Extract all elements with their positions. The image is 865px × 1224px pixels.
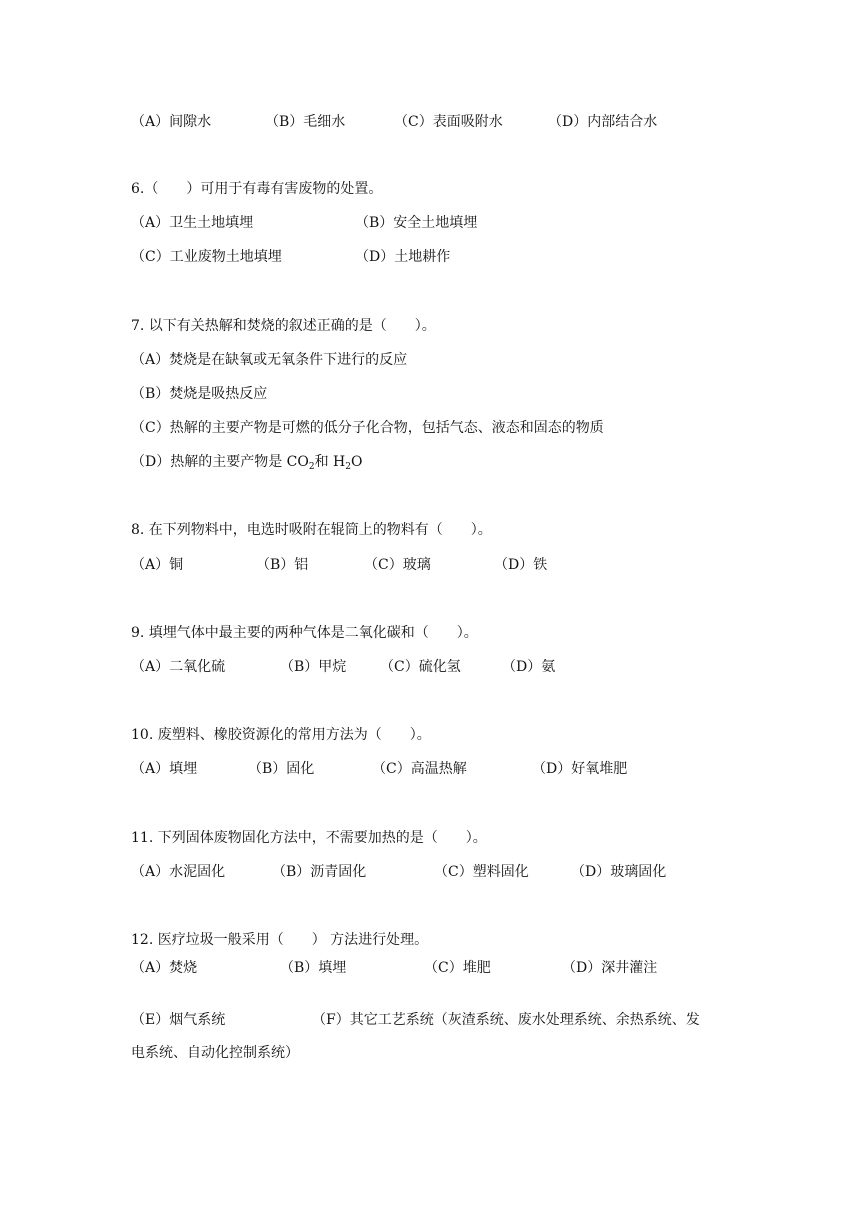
q7-option-b[interactable]: （B）焚烧是吸热反应 (131, 386, 268, 402)
q7-option-d-suffix: O (351, 454, 363, 470)
q10-option-d[interactable]: （D）好氧堆肥 (532, 761, 628, 777)
q11-option-d[interactable]: （D）玻璃固化 (571, 864, 667, 880)
q8-option-a[interactable]: （A）铜 (131, 557, 184, 573)
option-a[interactable]: （A）间隙水 (131, 114, 212, 130)
q7-option-d[interactable] (131, 452, 363, 472)
q7-option-a[interactable]: （A）焚烧是在缺氧或无氧条件下进行的反应 (131, 352, 408, 368)
q10-option-b[interactable]: （B）固化 (248, 761, 315, 777)
option-d[interactable]: （D）内部结合水 (548, 114, 658, 130)
question-7-stem: 7. 以下有关热解和焚烧的叙述正确的是（ ）。 (131, 318, 436, 334)
q7-option-c[interactable]: （C）热解的主要产物是可燃的低分子化合物，包括气态、液态和固态的物质 (131, 420, 604, 436)
q9-option-b[interactable]: （B）甲烷 (280, 659, 347, 675)
subscript-2: 2 (345, 462, 352, 472)
option-e-flue-gas: （E）烟气系统 (131, 1012, 226, 1028)
q12-option-c[interactable]: （C）堆肥 (424, 960, 491, 976)
q9-option-a[interactable]: （A）二氧化硫 (131, 659, 226, 675)
q10-option-c[interactable]: （C）高温热解 (372, 761, 467, 777)
q11-option-a[interactable]: （A）水泥固化 (131, 864, 226, 880)
question-10-stem: 10. 废塑料、橡胶资源化的常用方法为（ ）。 (131, 727, 431, 743)
question-6-stem: 6.（ ）可用于有毒有害废物的处置。 (131, 181, 383, 197)
q6-option-b[interactable]: （B）安全土地填埋 (355, 215, 478, 231)
subscript-2: 2 (308, 462, 315, 472)
q8-option-c[interactable]: （C）玻璃 (364, 557, 431, 573)
q9-option-d[interactable]: （D）氨 (502, 659, 556, 675)
q8-option-b[interactable]: （B）铝 (256, 557, 309, 573)
option-f-other-systems: （F）其它工艺系统（灰渣系统、废水处理系统、余热系统、发 (312, 1012, 700, 1028)
q6-option-a[interactable]: （A）卫生土地填埋 (131, 215, 254, 231)
q11-option-b[interactable]: （B）沥青固化 (272, 864, 367, 880)
q6-option-d[interactable]: （D）土地耕作 (355, 249, 451, 265)
q7-option-d-prefix: （D）热解的主要产物是 CO (131, 454, 309, 470)
option-b[interactable]: （B）毛细水 (265, 114, 346, 130)
q12-option-a[interactable]: （A）焚烧 (131, 960, 198, 976)
option-c[interactable]: （C）表面吸附水 (394, 114, 503, 130)
q6-option-c[interactable]: （C）工业废物土地填埋 (131, 249, 282, 265)
q12-option-b[interactable]: （B）填埋 (280, 960, 347, 976)
q10-option-a[interactable]: （A）填埋 (131, 761, 198, 777)
q12-option-d[interactable]: （D）深井灌注 (562, 960, 658, 976)
q11-option-c[interactable]: （C）塑料固化 (434, 864, 529, 880)
question-11-stem: 11. 下列固体废物固化方法中，不需要加热的是（ ）。 (131, 830, 487, 846)
question-8-stem: 8. 在下列物料中，电选时吸附在辊筒上的物料有（ ）。 (131, 522, 492, 538)
q9-option-c[interactable]: （C）硫化氢 (380, 659, 461, 675)
question-9-stem: 9. 填埋气体中最主要的两种气体是二氧化碳和（ ）。 (131, 625, 478, 641)
question-12-stem: 12. 医疗垃圾一般采用（ ） 方法进行处理。 (131, 932, 429, 948)
option-f-continuation: 电系统、自动化控制系统） (131, 1045, 299, 1061)
q8-option-d[interactable]: （D）铁 (494, 557, 548, 573)
q7-option-d-mid: 和 H (314, 454, 346, 470)
